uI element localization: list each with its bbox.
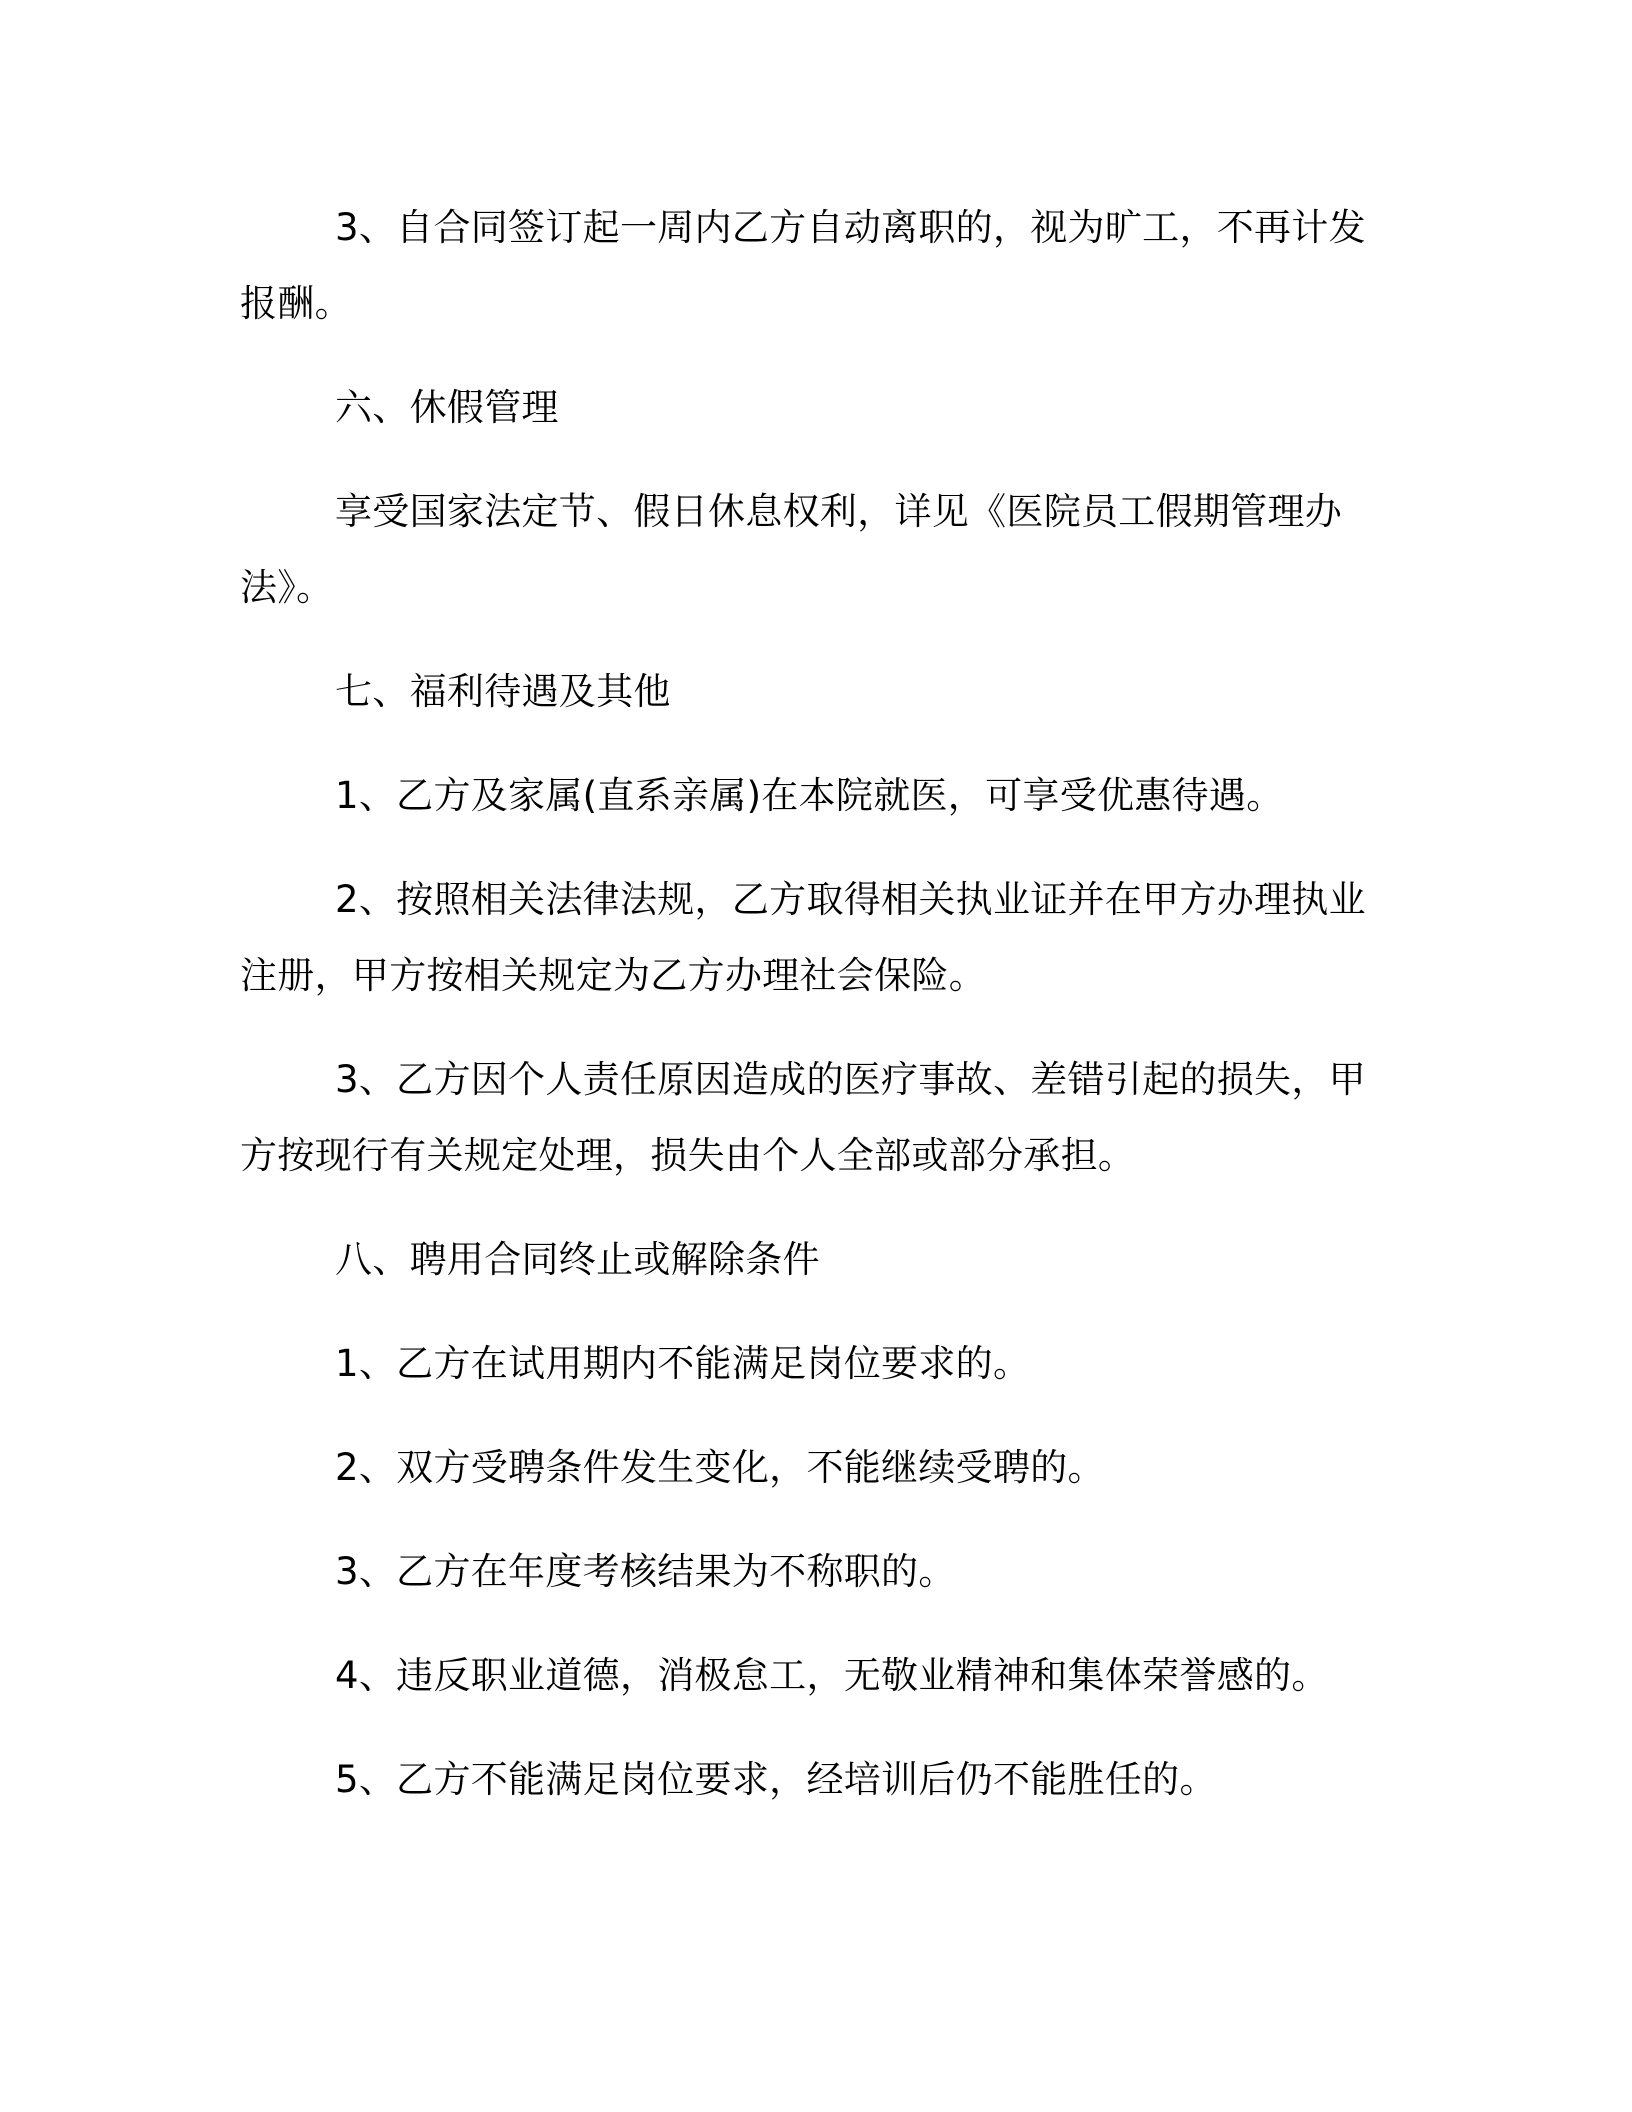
list-item-termination-4: 4、违反职业道德，消极怠工，无敬业精神和集体荣誉感的。: [335, 1654, 1329, 1697]
document-body: [240, 190, 1370, 1846]
paragraph-holiday-rights: 享受国家法定节、假日休息权利，详见《医院员工假期管理办法》。: [240, 490, 1343, 609]
paragraph-resignation-clause: 3、自合同签订起一周内乙方自动离职的，视为旷工，不再计发报酬。: [240, 206, 1366, 325]
heading-leave-management: 六、休假管理: [335, 386, 559, 429]
paragraph-liability: 3、乙方因个人责任原因造成的医疗事故、差错引起的损失，甲方按现行有关规定处理，损失由个人全部或部分承担。: [240, 1058, 1366, 1177]
paragraph-medical-benefit: 1、乙方及家属(直系亲属)在本院就医，可享受优惠待遇。: [335, 774, 1284, 817]
list-item-termination-1: 1、乙方在试用期内不能满足岗位要求的。: [335, 1342, 1031, 1385]
list-item-termination-3: 3、乙方在年度考核结果为不称职的。: [335, 1550, 956, 1593]
heading-benefits: 七、福利待遇及其他: [335, 670, 671, 713]
list-item-termination-5: 5、乙方不能满足岗位要求，经培训后仍不能胜任的。: [335, 1758, 1217, 1801]
heading-termination: 八、聘用合同终止或解除条件: [335, 1238, 820, 1281]
list-item-termination-2: 2、双方受聘条件发生变化，不能继续受聘的。: [335, 1446, 1105, 1489]
paragraph-social-insurance: 2、按照相关法律法规，乙方取得相关执业证并在甲方办理执业注册，甲方按相关规定为乙方办理社会保险。: [240, 878, 1366, 997]
